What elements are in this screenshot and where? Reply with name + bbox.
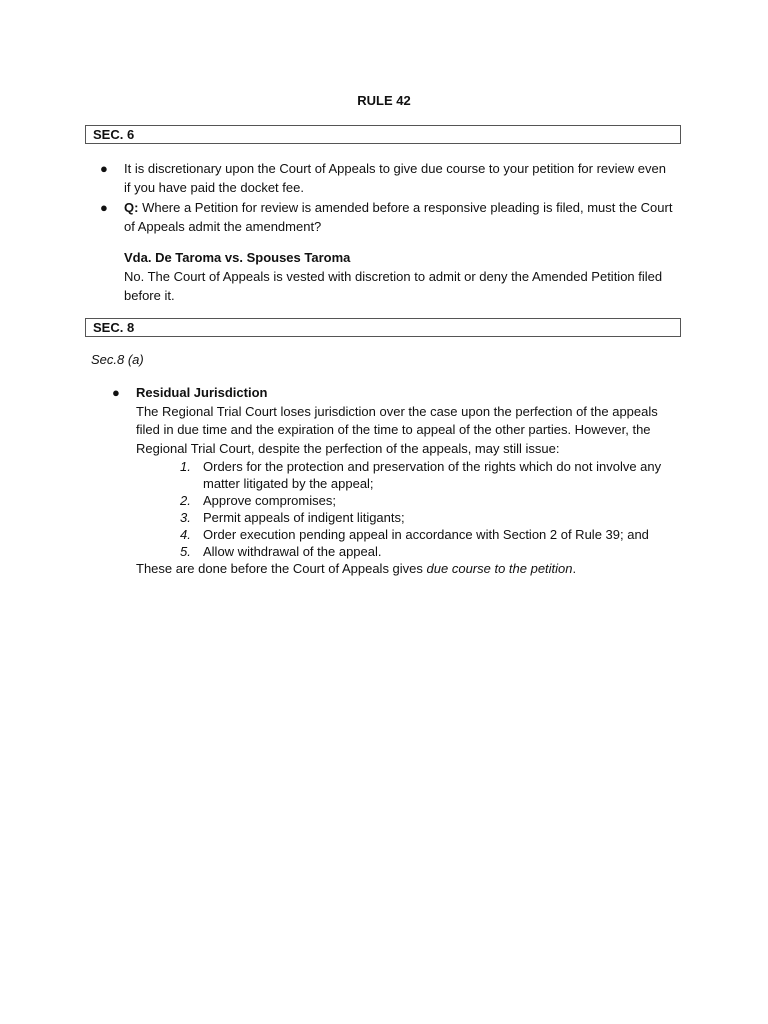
section-8-header: SEC. 8 <box>85 318 681 337</box>
residual-jurisdiction-content <box>136 384 682 579</box>
list-number: 2. <box>180 493 191 508</box>
list-item <box>136 509 682 526</box>
list-item <box>136 526 682 543</box>
closing-post: . <box>572 561 577 576</box>
case-block <box>124 248 684 305</box>
bullet-dot-icon: ● <box>112 385 120 400</box>
residual-jurisdiction-title: Residual Jurisdiction <box>136 385 268 400</box>
document-title: RULE 42 <box>357 93 411 108</box>
list-number: 4. <box>180 527 191 542</box>
list-item <box>136 543 682 560</box>
list-number: 1. <box>180 459 191 474</box>
closing-sentence <box>136 560 682 579</box>
residual-jurisdiction-paragraph: The Regional Trial Court loses jurisdiction over the case upon the perfection of the appeals filed in due time and the expiration of the time to appeal of the other parties. However, the Regional Trial Court, despite the perfection of the appeals, may still issue: <box>136 403 658 456</box>
list-item <box>136 492 682 509</box>
list-item-text: Order execution pending appeal in accordance with Section 2 of Rule 39; and <box>203 527 649 542</box>
bullet-dot-icon: ● <box>100 161 108 176</box>
bullet-text: It is discretionary upon the Court of Appeals to give due course to your petition for review even if you have paid the docket fee. <box>124 161 666 195</box>
case-answer: No. The Court of Appeals is vested with discretion to admit or deny the Amended Petition filed before it. <box>124 269 663 303</box>
question-body: Where a Petition for review is amended before a responsive pleading is filed, must the Court of Appeals admit the amendment? <box>124 200 673 234</box>
case-title: Vda. De Taroma vs. Spouses Taroma <box>124 250 351 265</box>
list-item-text: Approve compromises; <box>203 493 336 508</box>
question-text <box>124 198 676 236</box>
section-6-header: SEC. 6 <box>85 125 681 144</box>
list-item <box>136 458 682 492</box>
closing-emphasis: due course to the petition <box>426 561 573 576</box>
list-item-text: Permit appeals of indigent litigants; <box>203 510 405 525</box>
list-number: 3. <box>180 510 191 525</box>
question-label: Q: <box>124 200 139 215</box>
closing-pre: These are done before the Court of Appeals gives <box>136 561 427 576</box>
list-item-text: Orders for the protection and preservation of the rights which do not involve any matter litigated by the appeal; <box>203 459 662 491</box>
bullet-dot-icon: ● <box>100 200 108 215</box>
list-number: 5. <box>180 544 191 559</box>
sub-heading: Sec.8 (a) <box>91 352 144 367</box>
list-item-text: Allow withdrawal of the appeal. <box>203 544 382 559</box>
numbered-list <box>136 458 682 560</box>
